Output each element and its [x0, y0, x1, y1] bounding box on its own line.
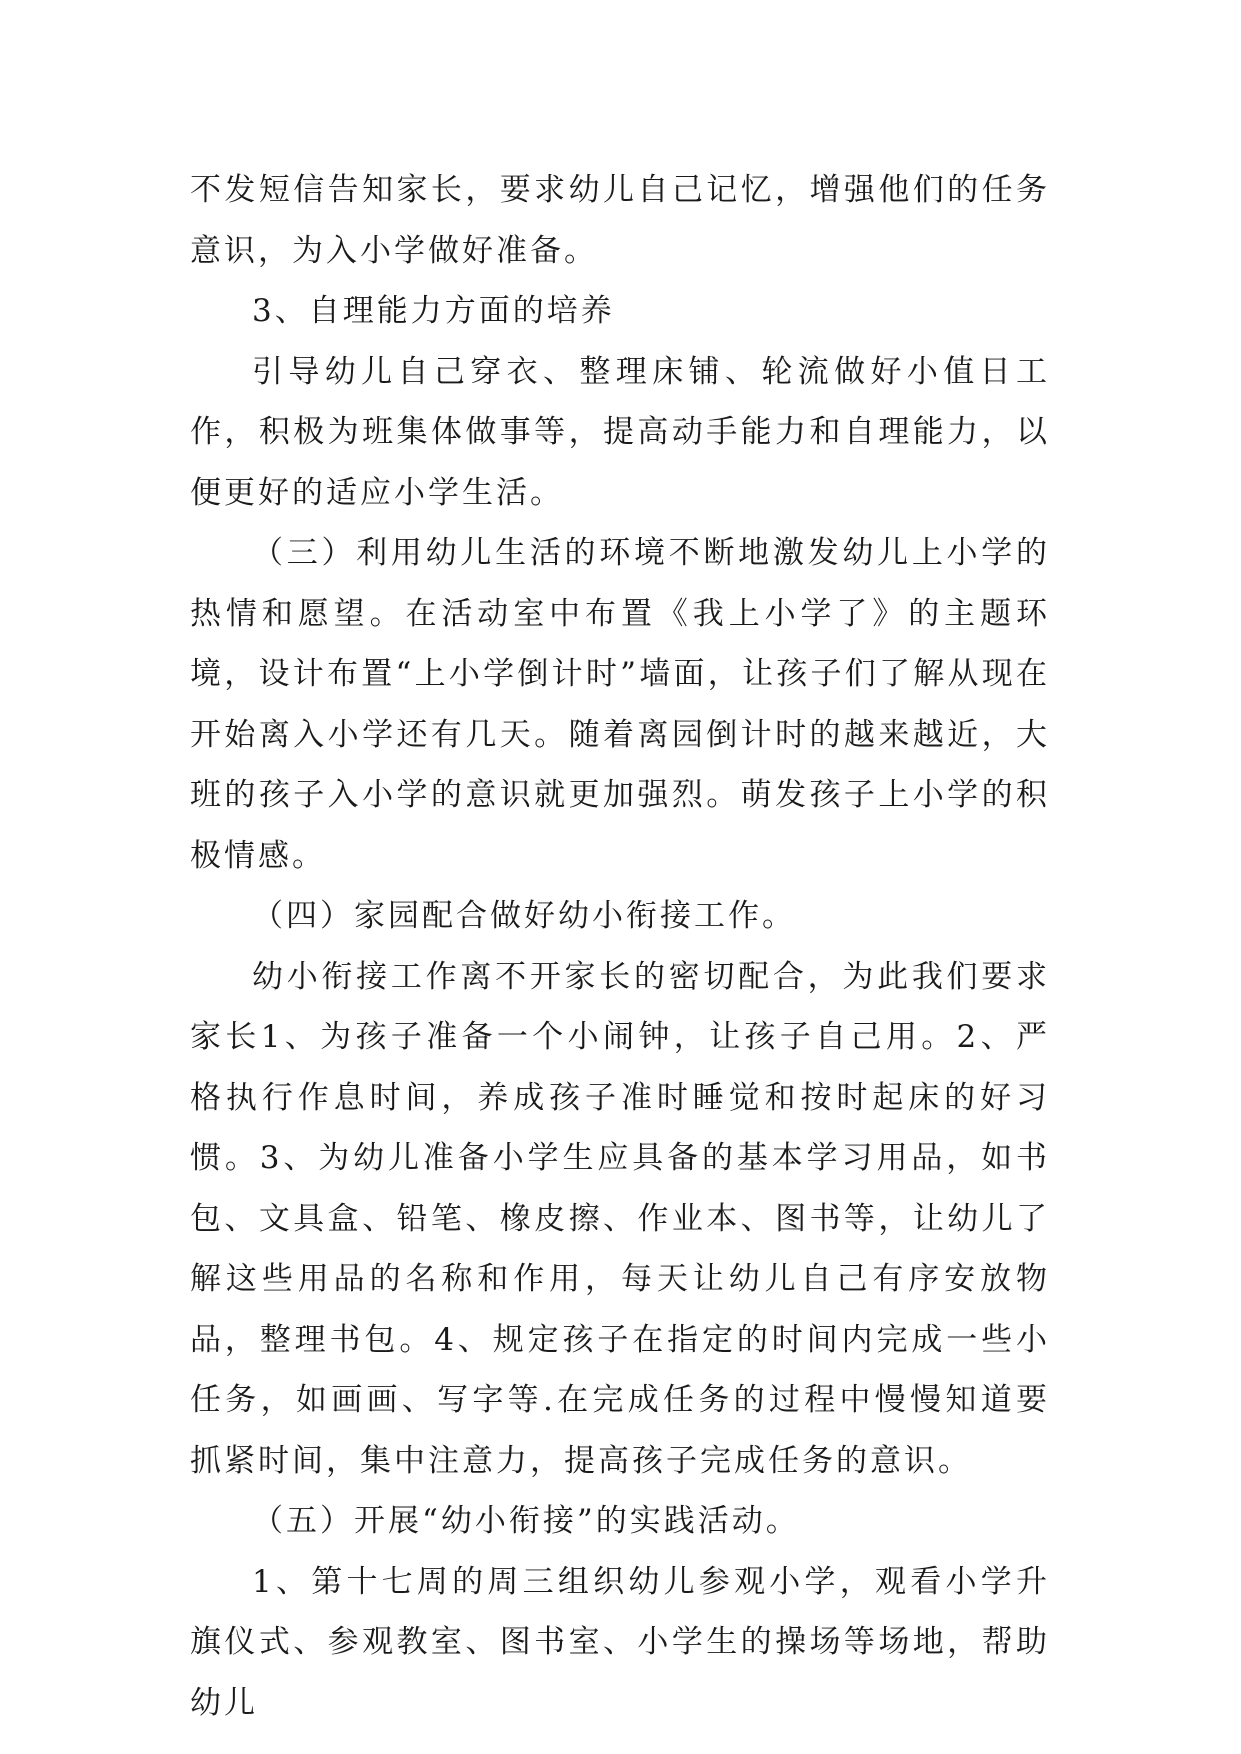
paragraph-section-five-heading: （五）开展“幼小衔接”的实践活动。: [252, 1503, 800, 1539]
paragraph-visit-school: 1、第十七周的周三组织幼儿参观小学，观看小学升旗仪式、参观教室、图书室、小学生的操场等场地，帮助幼儿: [190, 1563, 1050, 1721]
paragraph-section-four-heading: （四）家园配合做好幼小衔接工作。: [252, 898, 796, 934]
paragraph-continuation: 不发短信告知家长，要求幼儿自己记忆，增强他们的任务意识，为入小学做好准备。: [190, 172, 1050, 269]
paragraph-home-school: 幼小衔接工作离不开家长的密切配合，为此我们要求家长1、为孩子准备一个小闹钟，让孩子自己用。2、严格执行作息时间，养成孩子准时睡觉和按时起床的好习惯。3、为幼儿准备小学生应具备的基本学习用品，如书包、文具盒、铅笔、橡皮擦、作业本、图书等，让幼儿了解这些用品的名称和作用，每天让幼儿自己有序安放物品，整理书包。4、规定孩子在指定的时间内完成一些小任务，如画画、写字等.在完成任务的过程中慢慢知道要抓紧时间，集中注意力，提高孩子完成任务的意识。: [190, 958, 1050, 1479]
paragraph-heading-self-care: 3、自理能力方面的培养: [252, 293, 615, 329]
paragraph-section-three: （三）利用幼儿生活的环境不断地激发幼儿上小学的热情和愿望。在活动室中布置《我上小学了》的主题环境，设计布置“上小学倒计时”墙面，让孩子们了解从现在开始离入小学还有几天。随着离园倒计时的越来越近，大班的孩子入小学的意识就更加强烈。萌发孩子上小学的积极情感。: [190, 535, 1050, 874]
document-body: [190, 160, 1050, 1733]
paragraph-self-care: 引导幼儿自己穿衣、整理床铺、轮流做好小值日工作，积极为班集体做事等，提高动手能力和自理能力，以便更好的适应小学生活。: [190, 353, 1050, 511]
